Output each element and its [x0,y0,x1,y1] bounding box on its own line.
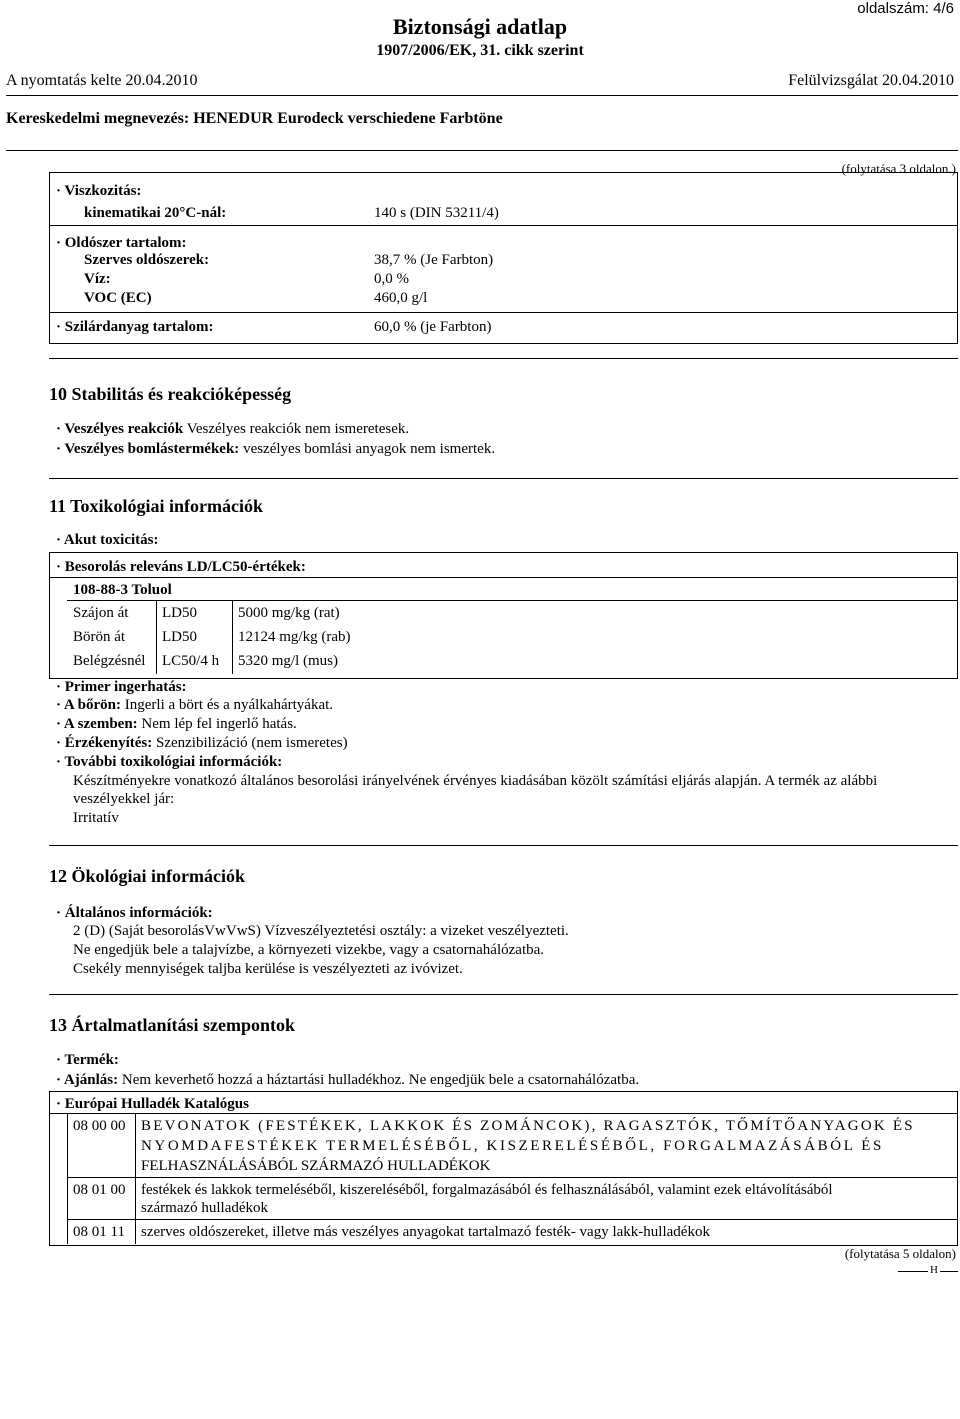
primary-irritation-label: · Primer ingerhatás: [56,679,187,695]
kinematic-value: 140 s (DIN 53211/4) [374,205,499,221]
sensitization-text: Szenzibilizáció (nem ismeretes) [152,735,348,751]
tox-route: Börön át [73,629,126,645]
decomposition-label: · Veszélyes bomlástermékek: [56,441,240,457]
eye-text: Nem lép fel ingerlő hatás. [137,716,297,732]
waste-code: 08 01 00 [73,1182,126,1198]
waste-code: 08 01 11 [73,1224,125,1240]
header-divider [6,95,958,96]
acute-toxicity-label: · Akut toxicitás: [56,532,159,548]
voc-label: VOC (EC) [84,290,152,306]
revision-date: Felülvizsgálat 20.04.2010 [788,72,954,89]
section-13-title: 13 Ártalmatlanítási szempontok [49,1015,295,1035]
footer-line [898,1271,928,1272]
tox-value: 5000 mg/kg (rat) [238,605,340,621]
document-subtitle: 1907/2006/EK, 31. cikk szerint [376,42,584,59]
solids-label: · Szilárdanyag tartalom: [56,319,214,335]
sensitization-label: · Érzékenyítés: [56,735,153,751]
waste-description: BEVONATOK (FESTÉKEK, LAKKOK ÉS ZOMÁNCOK), RAGASZTÓK, TŐMÍTŐANYAGOK ÉS [141,1118,915,1134]
decomposition-text: veszélyes bomlási anyagok nem ismertek. [239,441,496,457]
recommendation [56,1071,639,1089]
properties-divider-2 [49,312,958,313]
kinematic-label: kinematikai 20°C-nál: [84,205,227,221]
print-date: A nyomtatás kelte 20.04.2010 [6,72,198,89]
skin-text: Ingerli a bört és a nyálkahártyákat. [121,697,334,713]
organic-solvent-label: Szerves oldószerek: [84,252,210,268]
continuation-top: (folytatása 3 oldalon.) [841,161,956,176]
general-info-label: · Általános információk: [56,905,213,921]
viscosity-label: · Viszkozitás: [56,183,142,199]
waste-description: származó hulladékok [141,1200,269,1216]
eco-warning-1: Ne engedjük bele a talajvízbe, a környezeti vizekbe, vagy a csatornahálózatba. [73,942,545,958]
further-info-text: Készítményekre vonatkozó általános besorolási irányelvének érvényes kiadásában közölt számítási eljárás alapján. A termék az alábbi veszélyekkel jár: [73,773,878,807]
continuation-bottom: (folytatása 5 oldalon) [844,1246,956,1261]
catalog-divider [49,1113,958,1114]
footer-line [940,1271,958,1272]
substance-name: 108-88-3 Toluol [73,582,172,598]
toxicity-col-sep [232,600,233,674]
hazardous-reactions-text: Veszélyes reakciók nem ismeretesek. [183,421,410,437]
waste-description: FELHASZNÁLÁSÁBÓL SZÁRMAZÓ HULLADÉKOK [141,1158,491,1174]
skin-label: · A bőrön: [56,697,122,713]
tox-type: LD50 [162,605,197,621]
trade-name: Kereskedelmi megnevezés: HENEDUR Eurodeck verschiedene Farbtöne [6,110,503,127]
toxicity-divider [49,577,958,578]
catalog-row-divider [67,1219,958,1220]
skin-effect [56,696,333,714]
sensitization [56,734,348,752]
organic-solvent-value: 38,7 % (Je Farbton) [374,252,494,268]
recommendation-label: · Ajánlás: [56,1072,119,1088]
footer-mark: H [930,1264,938,1276]
properties-divider [49,225,958,226]
catalog-col-sep [135,1113,136,1244]
recommendation-text: Nem keverhető hozzá a háztartási hulladékhoz. Ne engedjük bele a csatornahálózatba. [118,1072,640,1088]
decomposition-products [56,440,495,458]
eco-warning-2: Csekély mennyiségek taljba kerülése is veszélyezteti az ivóvizet. [73,961,463,977]
section-divider [49,845,958,846]
classification-label: · Besorolás releváns LD/LC50-értékek: [56,559,306,575]
section-divider [49,358,958,359]
catalog-col-sep [67,1113,68,1244]
document-title: Biztonsági adatlap [392,14,568,39]
tox-route: Belégzésnél [73,653,146,669]
section-12-title: 12 Ökológiai információk [49,866,246,886]
section-10-title: 10 Stabilitás és reakcióképesség [49,384,292,404]
tox-route: Szájon át [73,605,129,621]
water-label: Víz: [84,271,111,287]
water-value: 0,0 % [374,271,409,287]
hazardous-reactions [56,420,409,438]
waste-description: szerves oldószereket, illetve más veszélyes anyagokat tartalmazó festék- vagy lakk-hulladékok [141,1224,710,1240]
tox-value: 5320 mg/l (mus) [238,653,338,669]
hazardous-reactions-label: · Veszélyes reakciók [56,421,184,437]
tox-type: LD50 [162,629,197,645]
toxicity-table-top [67,600,958,601]
section-divider [49,478,958,479]
catalog-row-divider [67,1177,958,1178]
irritant-classification: Irritatív [73,810,119,826]
solvent-label: · Oldószer tartalom: [56,235,187,251]
waste-code: 08 00 00 [73,1118,126,1134]
tox-value: 12124 mg/kg (rab) [238,629,351,645]
waste-catalog-label: · Európai Hulladék Katalógus [56,1096,249,1112]
further-info-label: · További toxikológiai információk: [56,754,283,770]
water-hazard-class: 2 (D) (Saját besorolásVwVwS) Vízveszélyeztetési osztály: a vizeket veszélyezteti. [73,923,569,939]
section-divider [49,994,958,995]
eye-label: · A szemben: [56,716,138,732]
toxicity-col-sep [156,600,157,674]
eye-effect [56,715,297,733]
waste-description: festékek és lakkok termeléséből, kiszereléséből, forgalmazásából és felhasználásából, valamint ezek eltávolításából [141,1182,833,1198]
tox-type: LC50/4 h [162,653,220,669]
product-label: · Termék: [56,1052,119,1068]
section-11-title: 11 Toxikológiai információk [49,496,264,516]
voc-value: 460,0 g/l [374,290,428,306]
header-divider-2 [6,150,958,151]
waste-description: NYOMDAFESTÉKEK TERMELÉSÉBŐL, KISZERELÉSÉBŐL, FORGALMAZÁSÁBÓL ÉS [141,1138,884,1154]
page-number: oldalszám: 4/6 [857,0,954,17]
solids-value: 60,0 % (je Farbton) [374,319,492,335]
